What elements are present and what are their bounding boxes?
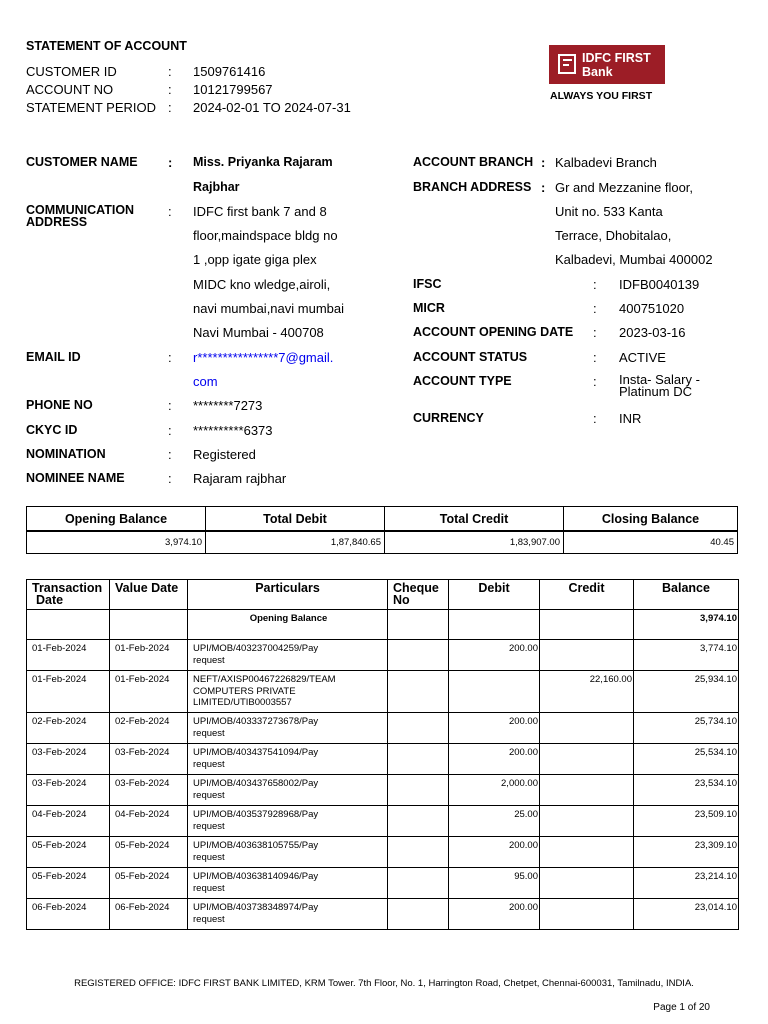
- branch-address-line2: Unit no. 533 Kanta: [555, 204, 663, 219]
- phone-label: PHONE NO: [26, 398, 93, 412]
- customer-name-label: CUSTOMER NAME: [26, 155, 138, 169]
- balance-amount: 23,509.10: [634, 806, 739, 837]
- micr-value: 400751020: [619, 301, 685, 316]
- credit-amount: [540, 640, 634, 671]
- opening-date-label: ACCOUNT OPENING DATE: [413, 325, 574, 339]
- value-date: 06-Feb-2024: [110, 899, 188, 930]
- nomination-label: NOMINATION: [26, 447, 106, 461]
- colon: :: [593, 350, 597, 365]
- balance-amount: 23,214.10: [634, 868, 739, 899]
- debit-amount: 200.00: [449, 744, 540, 775]
- address-line3: 1 ,opp igate giga plex: [193, 252, 317, 267]
- particulars-line: COMPUTERS PRIVATE: [193, 685, 296, 697]
- nomination-value: Registered: [193, 447, 256, 462]
- phone-value: ********7273: [193, 398, 263, 413]
- particulars: [188, 671, 388, 713]
- branch-address-line3: Terrace, Dhobitalao,: [555, 228, 672, 243]
- email-link-line1[interactable]: r****************7@gmail.: [193, 350, 334, 365]
- particulars-line: LIMITED/UTIB0003557: [193, 697, 292, 708]
- colon: :: [168, 447, 172, 462]
- credit-amount: [540, 837, 634, 868]
- value-date: 03-Feb-2024: [110, 744, 188, 775]
- logo-line2: Bank: [582, 65, 613, 79]
- particulars: [188, 899, 388, 930]
- opening-balance-value: 3,974.10: [27, 531, 206, 554]
- customer-id-value: 1509761416: [193, 64, 266, 79]
- closing-balance-header: Closing Balance: [564, 507, 738, 532]
- colon: :: [593, 325, 597, 340]
- address-line4: MIDC kno wledge,airoli,: [193, 277, 331, 292]
- address-line5: navi mumbai,navi mumbai: [193, 301, 345, 316]
- page-title: STATEMENT OF ACCOUNT: [26, 39, 187, 53]
- header-line: Cheque: [393, 581, 439, 595]
- balance-amount: 25,934.10: [634, 671, 739, 713]
- colon: :: [593, 277, 597, 292]
- table-cell: [540, 610, 634, 640]
- colon: :: [541, 155, 546, 170]
- colon: :: [168, 423, 172, 438]
- header-line: No: [393, 593, 410, 607]
- ifsc-value: IDFB0040139: [619, 277, 700, 292]
- table-row: [27, 899, 739, 930]
- account-status-label: ACCOUNT STATUS: [413, 350, 528, 364]
- registered-office: REGISTERED OFFICE: IDFC FIRST BANK LIMITED, KRM Tower. 7th Floor, No. 1, Harrington Road, Chetpet, Chennai-600031, Tamilnadu, INDIA.: [74, 978, 694, 989]
- transaction-date: 04-Feb-2024: [27, 806, 110, 837]
- account-type-line: Platinum DC: [619, 384, 692, 399]
- colon: :: [168, 350, 172, 365]
- summary-value-row: [27, 531, 738, 554]
- transaction-date-header: [27, 580, 110, 610]
- email-link-line2[interactable]: com: [193, 374, 218, 389]
- balance-amount: 23,534.10: [634, 775, 739, 806]
- account-branch-label: ACCOUNT BRANCH: [413, 155, 534, 169]
- colon: :: [168, 204, 172, 219]
- particulars-line: request: [193, 654, 225, 666]
- micr-label: MICR: [413, 301, 445, 315]
- debit-amount: [449, 671, 540, 713]
- transaction-date: 05-Feb-2024: [27, 868, 110, 899]
- account-branch-value: Kalbadevi Branch: [555, 155, 657, 170]
- statement-period-value: 2024-02-01 TO 2024-07-31: [193, 100, 351, 115]
- value-date: 05-Feb-2024: [110, 868, 188, 899]
- table-row: [27, 837, 739, 868]
- transaction-date: 03-Feb-2024: [27, 775, 110, 806]
- credit-amount: 22,160.00: [540, 671, 634, 713]
- value-date: 05-Feb-2024: [110, 837, 188, 868]
- email-label: EMAIL ID: [26, 350, 81, 364]
- transaction-date: 06-Feb-2024: [27, 899, 110, 930]
- transaction-date: 03-Feb-2024: [27, 744, 110, 775]
- particulars: [188, 868, 388, 899]
- balance-amount: 25,534.10: [634, 744, 739, 775]
- currency-label: CURRENCY: [413, 411, 484, 425]
- balance-amount: 23,309.10: [634, 837, 739, 868]
- branch-address-label: BRANCH ADDRESS: [413, 180, 532, 194]
- particulars-line: UPI/MOB/403638105755/Pay: [193, 840, 319, 851]
- debit-amount: 200.00: [449, 837, 540, 868]
- particulars-line: UPI/MOB/403337273678/Pay: [193, 716, 319, 727]
- debit-amount: 95.00: [449, 868, 540, 899]
- particulars-line: UPI/MOB/403437658002/Pay: [193, 778, 319, 789]
- label-line: COMMUNICATION: [26, 203, 135, 217]
- communication-address-label: [26, 204, 134, 228]
- particulars-line: UPI/MOB/403537928968/Pay: [193, 809, 319, 820]
- cheque-no: [388, 806, 449, 837]
- account-no-value: 10121799567: [193, 82, 273, 97]
- account-status-value: ACTIVE: [619, 350, 666, 365]
- cheque-no: [388, 868, 449, 899]
- table-row: [27, 744, 739, 775]
- currency-value: INR: [619, 411, 642, 426]
- value-date: 01-Feb-2024: [110, 640, 188, 671]
- cheque-no: [388, 713, 449, 744]
- transactions-body: [27, 640, 739, 930]
- colon: :: [168, 471, 172, 486]
- logo-line1: IDFC FIRST: [582, 51, 651, 65]
- opening-date-value: 2023-03-16: [619, 325, 686, 340]
- cheque-no: [388, 671, 449, 713]
- particulars: [188, 837, 388, 868]
- value-date: 04-Feb-2024: [110, 806, 188, 837]
- debit-header: Debit: [449, 580, 540, 610]
- particulars: [188, 744, 388, 775]
- opening-balance-amount: 3,974.10: [634, 610, 739, 640]
- total-debit-value: 1,87,840.65: [206, 531, 385, 554]
- cheque-no: [388, 837, 449, 868]
- address-line1: IDFC first bank 7 and 8: [193, 204, 327, 219]
- particulars: [188, 806, 388, 837]
- particulars-line: request: [193, 882, 225, 894]
- colon: :: [593, 374, 597, 389]
- nominee-value: Rajaram rajbhar: [193, 471, 287, 486]
- address-line2: floor,maindspace bldg no: [193, 228, 338, 243]
- credit-amount: [540, 744, 634, 775]
- ifsc-label: IFSC: [413, 277, 442, 291]
- total-debit-header: Total Debit: [206, 507, 385, 532]
- balance-summary-table: [26, 506, 738, 554]
- credit-amount: [540, 713, 634, 744]
- particulars-line: request: [193, 820, 225, 832]
- particulars: [188, 775, 388, 806]
- cheque-no: [388, 640, 449, 671]
- nominee-label: NOMINEE NAME: [26, 471, 125, 485]
- table-row: [27, 868, 739, 899]
- total-credit-value: 1,83,907.00: [385, 531, 564, 554]
- logo-mark-icon: [558, 54, 576, 74]
- particulars-header: Particulars: [188, 580, 388, 610]
- particulars-line: NEFT/AXISP00467226829/TEAM: [193, 674, 336, 685]
- debit-amount: 200.00: [449, 640, 540, 671]
- value-date-header: Value Date: [110, 580, 188, 610]
- table-cell: [388, 610, 449, 640]
- particulars-line: UPI/MOB/403437541094/Pay: [193, 747, 319, 758]
- branch-address-line4: Kalbadevi, Mumbai 400002: [555, 252, 713, 267]
- credit-amount: [540, 806, 634, 837]
- table-row: [27, 806, 739, 837]
- credit-amount: [540, 868, 634, 899]
- particulars-line: request: [193, 789, 225, 801]
- statement-period-label: STATEMENT PERIOD: [26, 100, 157, 115]
- account-type-value: [619, 374, 700, 398]
- particulars-line: request: [193, 758, 225, 770]
- table-row: [27, 640, 739, 671]
- particulars-line: request: [193, 851, 225, 863]
- colon: :: [168, 100, 172, 115]
- total-credit-header: Total Credit: [385, 507, 564, 532]
- credit-header: Credit: [540, 580, 634, 610]
- transaction-date: 02-Feb-2024: [27, 713, 110, 744]
- cheque-no: [388, 775, 449, 806]
- closing-balance-value: 40.45: [564, 531, 738, 554]
- customer-name-line1: Miss. Priyanka Rajaram: [193, 155, 333, 169]
- debit-amount: 200.00: [449, 713, 540, 744]
- debit-amount: 200.00: [449, 899, 540, 930]
- opening-balance-row: [27, 610, 739, 640]
- particulars: [188, 713, 388, 744]
- colon: :: [168, 64, 172, 79]
- balance-header: Balance: [634, 580, 739, 610]
- account-no-label: ACCOUNT NO: [26, 82, 114, 97]
- label-line: ADDRESS: [26, 215, 88, 229]
- page-number: Page 1 of 20: [653, 1002, 710, 1013]
- address-line6: Navi Mumbai - 400708: [193, 325, 324, 340]
- particulars-line: request: [193, 727, 225, 739]
- account-type-label: ACCOUNT TYPE: [413, 374, 512, 388]
- value-date: 03-Feb-2024: [110, 775, 188, 806]
- customer-id-label: CUSTOMER ID: [26, 64, 117, 79]
- particulars-line: UPI/MOB/403638140946/Pay: [193, 871, 319, 882]
- table-row: [27, 713, 739, 744]
- debit-amount: 2,000.00: [449, 775, 540, 806]
- table-cell: [110, 610, 188, 640]
- debit-amount: 25.00: [449, 806, 540, 837]
- ckyc-label: CKYC ID: [26, 423, 78, 437]
- ckyc-value: **********6373: [193, 423, 273, 438]
- table-row: [27, 775, 739, 806]
- cheque-no: [388, 899, 449, 930]
- opening-balance-header: Opening Balance: [27, 507, 206, 532]
- balance-amount: 3,774.10: [634, 640, 739, 671]
- colon: :: [593, 301, 597, 316]
- cheque-no-header: [388, 580, 449, 610]
- account-type-line: Insta- Salary -: [619, 372, 700, 387]
- transaction-date: 01-Feb-2024: [27, 640, 110, 671]
- transactions-table: [26, 579, 739, 930]
- credit-amount: [540, 899, 634, 930]
- header-line: Transaction: [32, 581, 103, 595]
- branch-address-line1: Gr and Mezzanine floor,: [555, 180, 694, 195]
- transactions-header-row: [27, 580, 739, 610]
- colon: :: [168, 155, 173, 170]
- value-date: 01-Feb-2024: [110, 671, 188, 713]
- header-line: Date: [36, 593, 64, 607]
- bank-logo: [549, 45, 665, 84]
- colon: :: [541, 180, 546, 195]
- table-cell: [27, 610, 110, 640]
- transaction-date: 01-Feb-2024: [27, 671, 110, 713]
- customer-name-line2: Rajbhar: [193, 180, 240, 194]
- transaction-date: 05-Feb-2024: [27, 837, 110, 868]
- particulars: [188, 640, 388, 671]
- particulars-line: UPI/MOB/403738348974/Pay: [193, 902, 319, 913]
- summary-header-row: [27, 507, 738, 532]
- opening-balance-label: Opening Balance: [188, 610, 388, 640]
- logo-tagline: ALWAYS YOU FIRST: [550, 90, 653, 102]
- credit-amount: [540, 775, 634, 806]
- balance-amount: 25,734.10: [634, 713, 739, 744]
- particulars-line: UPI/MOB/403237004259/Pay: [193, 643, 319, 654]
- table-row: [27, 671, 739, 713]
- particulars-line: request: [193, 913, 225, 925]
- balance-amount: 23,014.10: [634, 899, 739, 930]
- value-date: 02-Feb-2024: [110, 713, 188, 744]
- table-cell: [449, 610, 540, 640]
- cheque-no: [388, 744, 449, 775]
- colon: :: [593, 411, 597, 426]
- colon: :: [168, 398, 172, 413]
- colon: :: [168, 82, 172, 97]
